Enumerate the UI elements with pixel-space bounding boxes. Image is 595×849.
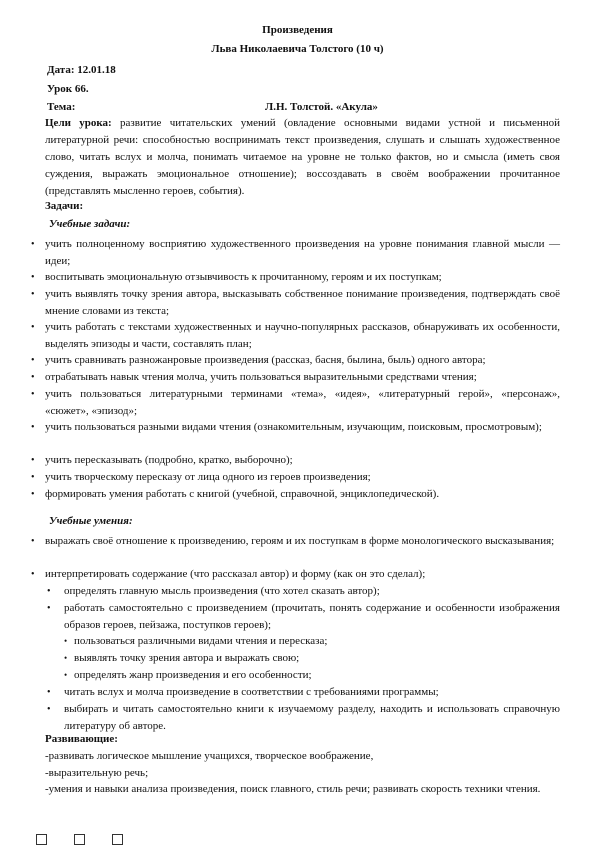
bullet-icon: •: [47, 586, 51, 597]
bullet-icon: •: [31, 422, 35, 433]
developing-item: -выразительную речь;: [45, 767, 149, 779]
list-item: учить сравнивать разножанровые произведения (рассказ, басня, былина, быль) одного автора;: [45, 354, 486, 366]
bullet-icon: •: [31, 455, 35, 466]
bullet-icon: •: [31, 569, 35, 580]
developing-item: -развивать логическое мышление учащихся, творческое воображение,: [45, 750, 374, 762]
list-item: учить творческому пересказу от лица одного из героев произведения;: [45, 471, 371, 483]
goals-text: развитие читательских умений (овладение основными видами устной и письменной литературной речи: способностью воспринимать текст произведения, слушать и слышать художественное слово, читать вслух и молча, понимать читаемое на уровне не только фактов, но и смысла (иметь своя суждения, выражать эмоциональное отношение); воссоздавать в своём воображении прочитанное (представлять мысленно героев, события).: [45, 117, 561, 197]
list-item: определять жанр произведения и его особенности;: [74, 669, 312, 681]
learning-skills-heading: Учебные умения:: [49, 515, 133, 527]
list-item: читать вслух и молча произведение в соответствии с требованиями программы;: [64, 686, 439, 698]
bullet-icon: •: [47, 704, 51, 715]
list-item: воспитывать эмоциональную отзывчивость к прочитанному, героям и их поступкам;: [45, 271, 442, 283]
bullet-icon: •: [31, 489, 35, 500]
goals-label: Цели урока:: [45, 117, 112, 129]
lesson-date: Дата: 12.01.18: [47, 64, 116, 76]
bullet-icon: •: [31, 472, 35, 483]
lesson-goals: [45, 115, 560, 200]
bullet-icon: •: [31, 272, 35, 283]
list-item: пользоваться различными видами чтения и пересказа;: [74, 635, 328, 647]
list-item: учить полноценному восприятию художественного произведения на уровне понимания главной мысли — идеи;: [45, 238, 560, 267]
bullet-icon: •: [31, 389, 35, 400]
document-title-line-1: Произведения: [262, 24, 333, 36]
checkbox-icon: [74, 834, 85, 845]
list-item: выражать своё отношение к произведению, героям и их поступкам в форме монологического высказывания;: [45, 535, 555, 547]
bullet-icon: •: [47, 687, 51, 698]
list-item: учить пользоваться разными видами чтения (ознакомительным, изучающим, поисковым, просмотровым);: [45, 421, 542, 433]
list-item: выявлять точку зрения автора и выражать свою;: [74, 652, 300, 664]
list-item: учить пересказывать (подробно, кратко, выборочно);: [45, 454, 293, 466]
list-item: учить пользоваться литературными терминами «тема», «идея», «литературный герой», «персонаж», «сюжет», «эпизод»;: [45, 388, 560, 417]
bullet-icon: •: [64, 653, 68, 663]
list-item: интерпретировать содержание (что рассказал автор) и форму (как он это сделал);: [45, 568, 426, 580]
list-item: учить работать с текстами художественных и научно-популярных рассказов, обнаруживать их особенности, выделять эпизоды и части, составлять план;: [45, 321, 560, 350]
bullet-icon: •: [31, 372, 35, 383]
list-item: отрабатывать навык чтения молча, учить пользоваться выразительными средствами чтения;: [45, 371, 477, 383]
list-item: работать самостоятельно с произведением (прочитать, понять содержание и особенности изображения образов героев, пейзажа, поступков героев);: [64, 602, 560, 631]
developing-heading: Развивающие:: [45, 733, 118, 745]
list-item: учить выявлять точку зрения автора, высказывать собственное понимание произведения, подтверждать своё мнение словами из текста;: [45, 288, 560, 317]
list-item: выбирать и читать самостоятельно книги к изучаемому разделу, находить и использовать справочную литературу об авторе.: [64, 703, 560, 732]
bullet-icon: •: [31, 239, 35, 250]
lesson-number: Урок 66.: [47, 83, 89, 95]
bullet-icon: •: [64, 636, 68, 646]
document-title-line-2: Льва Николаевича Толстого (10 ч): [211, 43, 384, 55]
bullet-icon: •: [31, 536, 35, 547]
learning-tasks-heading: Учебные задачи:: [49, 218, 131, 230]
developing-item: -умения и навыки анализа произведения, поиск главного, стиль речи; развивать скорость техники чтения.: [45, 783, 541, 795]
checkbox-icon: [112, 834, 123, 845]
bullet-icon: •: [31, 355, 35, 366]
bullet-icon: •: [31, 289, 35, 300]
list-item: определять главную мысль произведения (что хотел сказать автор);: [64, 585, 380, 597]
topic-label: Тема:: [47, 101, 76, 113]
list-item: формировать умения работать с книгой (учебной, справочной, энциклопедической).: [45, 488, 440, 500]
bullet-icon: •: [31, 322, 35, 333]
bullet-icon: •: [47, 603, 51, 614]
topic-value: Л.Н. Толстой. «Акула»: [265, 101, 378, 113]
bullet-icon: •: [64, 670, 68, 680]
checkbox-icon: [36, 834, 47, 845]
tasks-label: Задачи:: [45, 200, 84, 212]
